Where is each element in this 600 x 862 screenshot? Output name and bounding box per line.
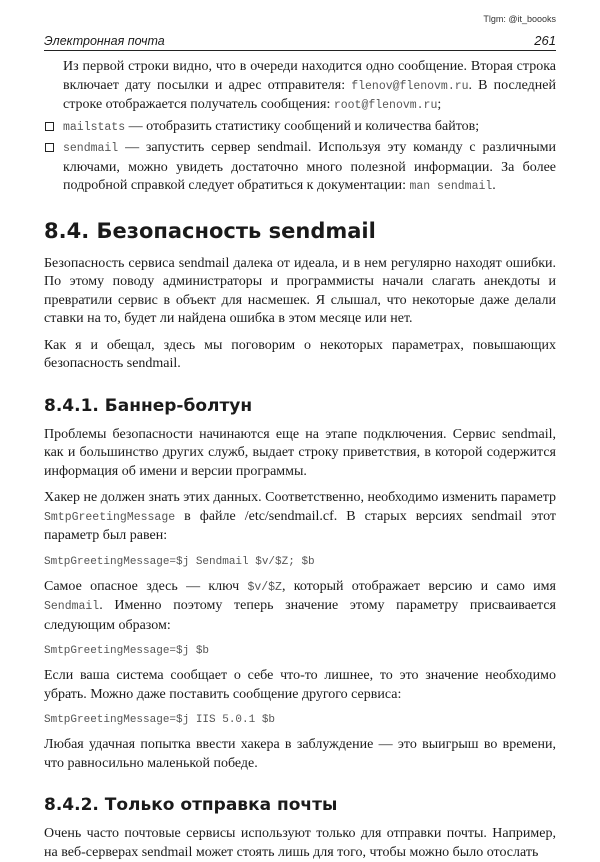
- paragraph: Если ваша система сообщает о себе что-то лишнее, то это значение необходимо убрать. Можно даже поставить сообщение другого сервиса:: [44, 668, 556, 702]
- subsection-heading-8-4-1: 8.4.1. Баннер-болтун: [44, 395, 253, 416]
- paragraph: Безопасность сервиса sendmail далека от идеала, и в нем регулярно находят ошибки. По этому поводу администраторы и программисты начали слагать анекдоты и превратили сервис в объект для насмешек. Я слышал, что некоторые даже делали ставки на то, будет ли найдена ошибка в этом месяце или нет.: [44, 255, 556, 326]
- paragraph: Очень часто почтовые сервисы используют только для отправки почты. Например, на веб-серверах sendmail может стоять лишь для того, чтобы можно было отослать: [44, 826, 556, 860]
- list-item-sendmail: sendmail — запустить сервер sendmail. Используя эту команду с различными ключами, можно увидеть достаточно много полезной информации. За более подробной справкой следует обратиться к документации: man sendmail.: [44, 139, 556, 197]
- paragraph: Самое опасное здесь — ключ $v/$Z, который отображает версию и само имя Sendmail. Именно поэтому теперь значение этому параметру присваивается следующим образом:: [44, 578, 556, 633]
- page-body: [44, 58, 556, 862]
- page-number: 261: [534, 33, 556, 48]
- code-line: SmtpGreetingMessage=$j Sendmail $v/$Z; $b: [44, 555, 315, 568]
- paragraph: Проблемы безопасности начинаются еще на этапе подключения. Сервис sendmail, как и большинство других служб, выдает строку приветствия, в которой содержится информация об имени и версии программы.: [44, 426, 556, 479]
- paragraph: Любая удачная попытка ввести хакера в заблуждение — это выигрыш во времени, что равносильно маленькой победе.: [44, 737, 556, 771]
- checkbox-bullet-icon: [45, 122, 54, 131]
- running-header: [44, 30, 556, 51]
- subsection-heading-8-4-2: 8.4.2. Только отправка почты: [44, 795, 338, 815]
- intro-paragraph: Из первой строки видно, что в очереди находится одно сообщение. Вторая строка включает дату посылки и адрес отправителя: flenov@flenovm.ru. В последней строке отображается получатель сообщения: root@flenovm.ru;: [63, 59, 556, 112]
- paragraph: Как я и обещал, здесь мы поговорим о некоторых параметрах, повышающих безопасность sendmail.: [44, 337, 556, 371]
- section-heading-8-4: 8.4. Безопасность sendmail: [44, 218, 376, 243]
- channel-note: Tlgm: @it_boooks: [483, 14, 556, 24]
- code-line: SmtpGreetingMessage=$j IIS 5.0.1 $b: [44, 714, 276, 726]
- chapter-title: Электронная почта: [44, 34, 165, 48]
- list-item-mailstats: mailstats — отобразить статистику сообщений и количества байтов;: [44, 118, 556, 138]
- checkbox-bullet-icon: [45, 143, 54, 152]
- paragraph: Хакер не должен знать этих данных. Соответственно, необходимо изменить параметр SmtpGreetingMessage в файле /etc/sendmail.cf. В старых версиях sendmail этот параметр был равен:: [44, 490, 556, 543]
- code-line: SmtpGreetingMessage=$j $b: [44, 645, 210, 657]
